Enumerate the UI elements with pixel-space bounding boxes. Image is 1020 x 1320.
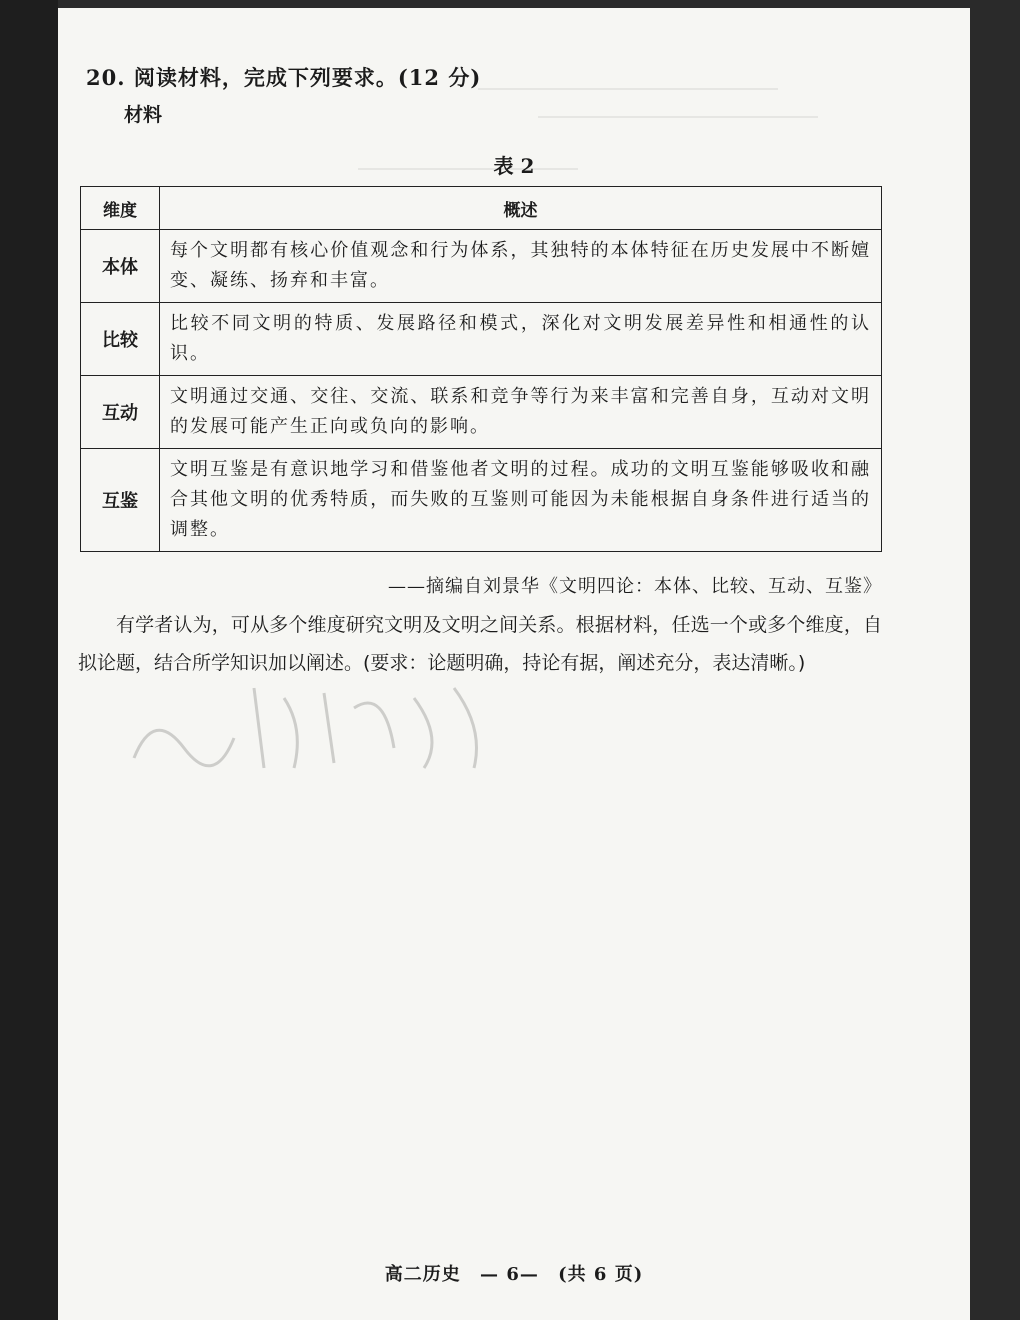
source-citation: ——摘编自刘景华《文明四论：本体、比较、互动、互鉴》 [388,576,882,597]
footer-total-pages: (共 6 页) [558,1264,644,1285]
table-row [81,449,882,552]
question-heading: 20. 阅读材料，完成下列要求。(12 分) [86,65,482,90]
table-row [81,376,882,449]
footer-page-number: — 6— [480,1264,539,1285]
summary-cell: 比较不同文明的特质、发展路径和模式，深化对文明发展差异性和相通性的认识。 [160,303,882,376]
material-label: 材料 [124,104,163,126]
footer-subject: 高二历史 [384,1264,461,1285]
scan-edge-right [970,0,1020,1320]
scan-edge-left [0,0,58,1320]
page-footer [58,1260,970,1286]
dimension-cell: 互鉴 [81,449,160,552]
handwritten-watermark [124,668,504,778]
summary-cell: 每个文明都有核心价值观念和行为体系，其独特的本体特征在历史发展中不断嬗变、凝练、扬弃和丰富。 [160,230,882,303]
header-dimension: 维度 [81,187,160,230]
dimension-cell: 互动 [81,376,160,449]
question-prompt: 有学者认为，可从多个维度研究文明及文明之间关系。根据材料，任选一个或多个维度，自拟论题，结合所学知识加以阐述。(要求：论题明确，持论有据，阐述充分，表达清晰。) [78,614,882,674]
summary-cell: 文明互鉴是有意识地学习和借鉴他者文明的过程。成功的文明互鉴能够吸收和融合其他文明的优秀特质，而失败的互鉴则可能因为未能根据自身条件进行适当的调整。 [160,449,882,552]
header-summary: 概述 [160,187,882,230]
summary-cell: 文明通过交通、交往、交流、联系和竞争等行为来丰富和完善自身，互动对文明的发展可能产生正向或负向的影响。 [160,376,882,449]
dimension-table [80,186,882,552]
dimension-cell: 本体 [81,230,160,303]
dimension-cell: 比较 [81,303,160,376]
table-row [81,303,882,376]
show-through-line [478,88,778,90]
show-through-line [538,116,818,118]
table-row [81,230,882,303]
exam-page [58,8,970,1320]
table-caption: 表 2 [493,154,535,178]
